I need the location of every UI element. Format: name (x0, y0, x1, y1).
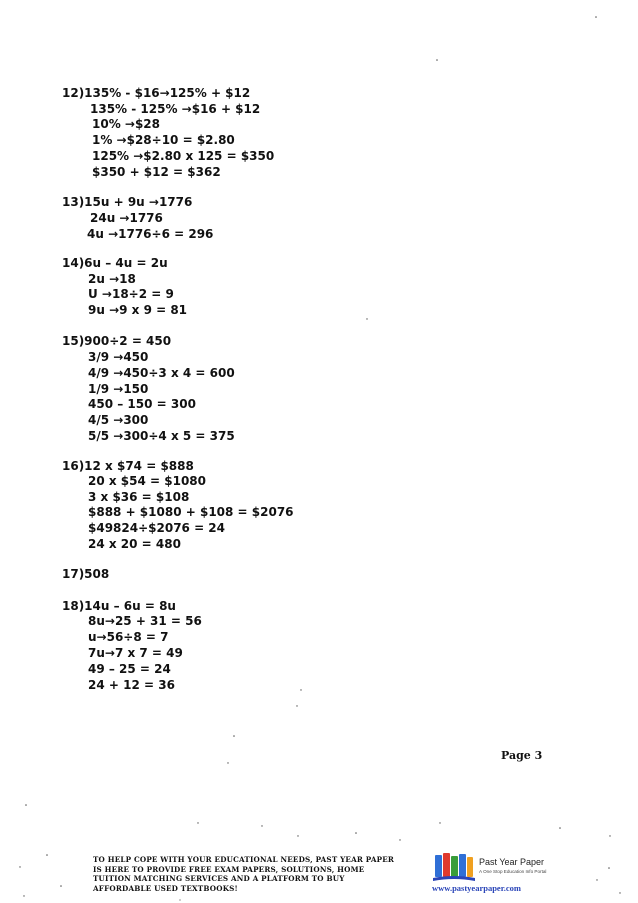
q14-line-2: 2u →18 (88, 272, 136, 286)
q12-line-1: 12)135% - $16→125% + $12 (62, 86, 251, 100)
q16-line-4: $888 + $1080 + $108 = $2076 (88, 505, 294, 519)
q18-line-6: 24 + 12 = 36 (88, 678, 175, 692)
q12-line-2: 135% - 125% →$16 + $12 (90, 102, 261, 116)
footer-line: TO HELP COPE WITH YOUR EDUCATIONAL NEEDS, PAST YEAR PAPER (93, 855, 395, 864)
q18-line-2: 8u→25 + 31 = 56 (88, 614, 202, 628)
logo-title: Past Year Paper (479, 857, 545, 867)
q12-line-6: $350 + $12 = $362 (92, 165, 221, 179)
q12-line-3: 10% →$28 (92, 117, 161, 131)
q15-line-3: 4/9 →450÷3 x 4 = 600 (88, 366, 235, 380)
q14-line-3: U →18÷2 = 9 (88, 287, 174, 301)
q15-line-6: 4/5 →300 (88, 413, 149, 427)
q13-line-2: 24u →1776 (90, 211, 163, 225)
q15-line-1: 15)900÷2 = 450 (62, 334, 172, 348)
q14-line-4: 9u →9 x 9 = 81 (88, 303, 188, 317)
q16-line-5: $49824÷$2076 = 24 (88, 521, 226, 535)
q17-line-1: 17)508 (62, 567, 110, 581)
q13-line-3: 4u →1776÷6 = 296 (87, 227, 214, 241)
q16-line-2: 20 x $54 = $1080 (88, 474, 207, 488)
q13-line-1: 13)15u + 9u →1776 (62, 195, 193, 209)
q12-line-4: 1% →$28÷10 = $2.80 (92, 133, 235, 147)
q15-line-7: 5/5 →300÷4 x 5 = 375 (88, 429, 235, 443)
logo-tagline: A One Stop Education Info Portal (479, 869, 547, 874)
q14-line-1: 14)6u – 4u = 2u (62, 256, 168, 270)
q18-line-5: 49 – 25 = 24 (88, 662, 171, 676)
past-year-paper-logo (432, 851, 582, 895)
q16-line-3: 3 x $36 = $108 (88, 490, 190, 504)
stacked-books-icon (432, 851, 476, 883)
q18-line-3: u→56÷8 = 7 (88, 630, 169, 644)
footer-line: TUITION MATCHING SERVICES AND A PLATFORM TO BUY (93, 874, 345, 883)
q15-line-4: 1/9 →150 (88, 382, 149, 396)
footer-line: AFFORDABLE USED TEXTBOOKS! (93, 883, 238, 893)
footer-line: IS HERE TO PROVIDE FREE EXAM PAPERS, SOLUTIONS, HOME (93, 864, 365, 874)
q16-line-6: 24 x 20 = 480 (88, 537, 181, 551)
q15-line-5: 450 – 150 = 300 (88, 397, 196, 411)
q15-line-2: 3/9 →450 (88, 350, 149, 364)
q16-line-1: 16)12 x $74 = $888 (62, 459, 194, 473)
q12-line-5: 125% →$2.80 x 125 = $350 (92, 149, 275, 163)
logo-url-link[interactable]: www.pastyearpaper.com (432, 883, 521, 893)
q18-line-1: 18)14u – 6u = 8u (62, 599, 176, 613)
page-number: Page 3 (501, 749, 543, 762)
footer-promo-text (93, 855, 423, 893)
q18-line-4: 7u→7 x 7 = 49 (88, 646, 183, 660)
